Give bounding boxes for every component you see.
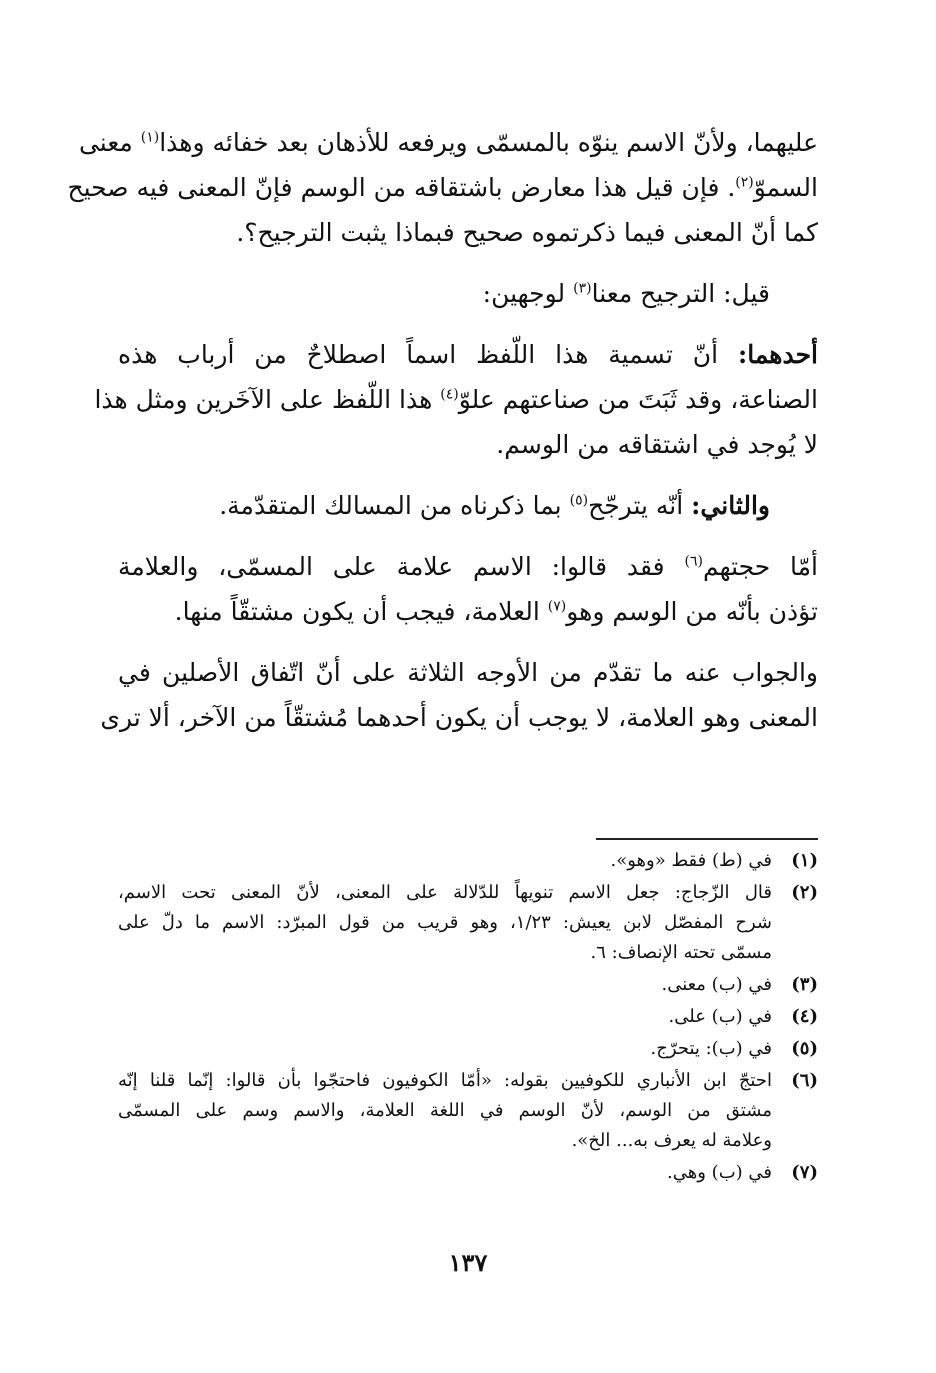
footnote [118,1066,818,1156]
text-line: أحدهما: أنّ تسمية هذا اللّفظ اسماً اصطلاحٌ من أرباب هذه [118,340,818,369]
footnote-text: مسمّى تحته الإنصاف: ٦. [590,942,772,963]
footnote-number: (٧) [791,1162,818,1183]
text-line: المعنى وهو العلامة، لا يوجب أن يكون أحدهما مُشتقّاً من الآخر، ألا ترى [100,703,818,732]
text-line: كما أنّ المعنى فيما ذكرتموه صحيح فبماذا يثبت الترجيح؟. [236,218,818,247]
text-line: الصناعة، وقد ثَبَتَ من صناعتهم علوّ$^{(٤)}$ هذا اللّفظ على الآخَرين ومثل هذا [94,385,818,414]
footnote-text: شرح المفصّل لابن يعيش: ١/٢٣، وهو قريب من قول المبرّد: الاسم ما دلّ على [118,912,773,933]
main-text [67,120,819,756]
paragraph-1 [67,120,818,255]
footnote-number: (٤) [791,1006,818,1027]
footnote-number: (٣) [791,974,818,995]
paragraph-4 [118,483,818,528]
footnote-text: في (ب): يتحرّج. [650,1038,772,1059]
footnote-text: في (ب) وهي. [667,1162,772,1183]
footnote-ref: (٧) [547,598,567,615]
footnote [118,878,818,968]
footnote-text: في (ط) فقط «وهو». [610,850,772,871]
paragraph-5 [118,544,818,634]
footnote-ref: (٦) [684,553,703,570]
footnote [118,970,818,1000]
text-line: السموّ$^{(٢)}$. فإن قيل هذا معارض باشتقاقه من الوسم فإنّ المعنى فيه صحيح [67,173,818,202]
text-line: والثاني: أنّه يترجّح$^{(٥)}$ بما ذكرناه من المسالك المتقدّمة. [219,491,770,520]
paragraph-6 [100,650,818,740]
footnote-ref: (٢) [735,174,754,191]
page-number: ١٣٧ [448,1248,488,1277]
paragraph-3 [94,332,818,467]
text-line: والجواب عنه ما تقدّم من الأوجه الثلاثة على أنّ اتّفاق الأصلين في [118,658,818,687]
footnote-number: (٥) [791,1038,818,1059]
text-line: أمّا حجتهم$^{(٦)}$ فقد قالوا: الاسم علامة على المسمّى، والعلامة [118,552,819,581]
text-line: تؤذن بأنّه من الوسم وهو$^{(٧)}$ العلامة، فيجب أن يكون مشتقّاً منها. [174,597,818,626]
footnote [118,1034,818,1064]
paragraph-2 [118,271,818,316]
footnote-text: في (ب) معنى. [661,974,772,995]
footnote [118,1002,818,1032]
footnote-ref: (٥) [569,492,589,509]
footnote-number: (٦) [791,1070,818,1091]
text-line: قيل: الترجيح معنا$^{(٣)}$ لوجهين: [482,279,770,308]
footnote-number: (١) [791,850,818,871]
footnote [118,1158,818,1188]
footnote-number: (٢) [791,882,818,903]
footnote-ref: (٣) [573,280,592,297]
footnote-divider [596,838,818,840]
footnote-ref: (٤) [440,386,459,403]
footnote-text: قال الزّجاج: جعل الاسم تنويهاً للدّلالة على المعنى، لأنّ المعنى تحت الاسم، [118,882,772,903]
text-line: لا يُوجد في اشتقاقه من الوسم. [496,430,818,459]
paragraph-lead: أحدهما: [737,340,818,369]
footnote-text: مشتق من الوسم، لأنّ الوسم في اللغة العلامة، والاسم وسم على المسمّى [118,1100,772,1121]
paragraph-lead: والثاني: [691,491,770,520]
footnote [118,846,818,876]
footnote-text: احتجّ ابن الأنباري للكوفيين بقوله: «أمّا الكوفيون فاحتجّوا بأن قالوا: إنّما قلنا إنّه [118,1070,772,1091]
footnotes [118,846,818,1190]
footnote-text: وعلامة له يعرف به... الخ». [571,1130,772,1151]
footnote-text: في (ب) على. [668,1006,772,1027]
text-line: عليهما، ولأنّ الاسم ينوّه بالمسمّى ويرفعه للأذهان بعد خفائه وهذا$^{(١)}$ معنى [78,128,818,157]
footnote-ref: (١) [140,129,160,146]
